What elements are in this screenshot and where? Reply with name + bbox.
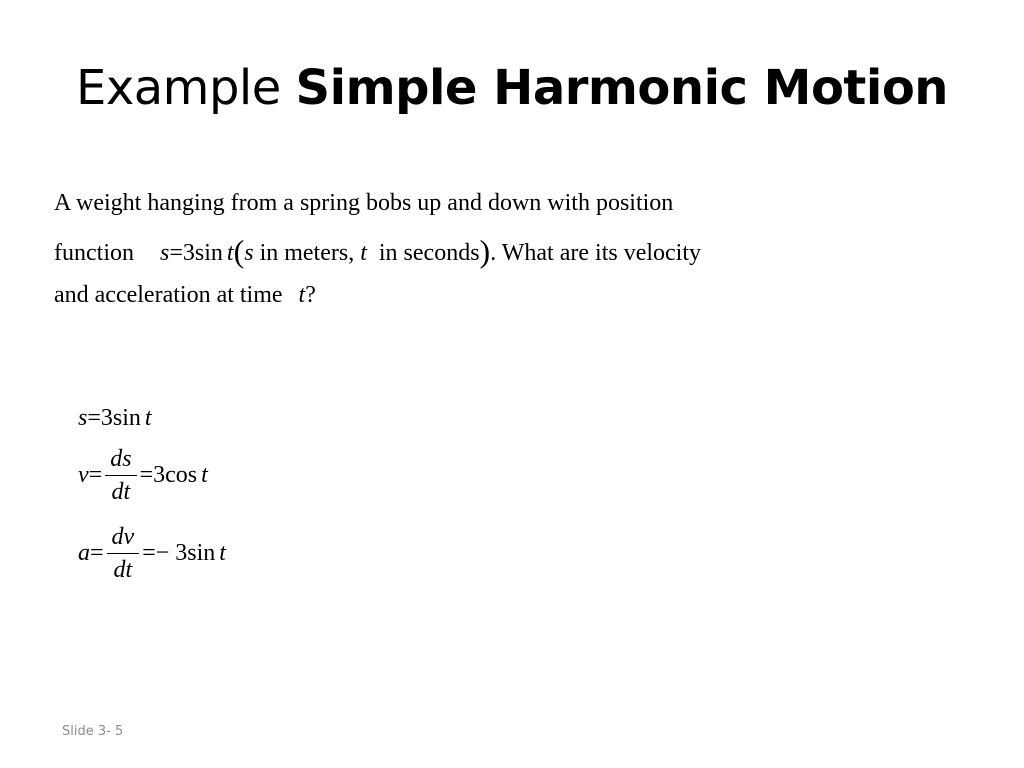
velocity-equation: [78, 436, 226, 514]
unit-t: t: [360, 240, 367, 266]
problem-line-1: A weight hanging from a spring bobs up and down with position: [54, 190, 674, 216]
title-prefix: Example: [76, 60, 281, 116]
velocity-numerator: ds: [105, 445, 136, 476]
velocity-denominator: dt: [111, 478, 131, 505]
question-text: . What are its velocity: [490, 240, 702, 266]
acceleration-equation: [78, 514, 226, 592]
problem-line-2: [54, 232, 854, 278]
function-word: function: [54, 240, 134, 266]
position-equals: =: [87, 404, 101, 431]
acceleration-lhs: a: [78, 539, 90, 566]
close-paren: ): [479, 233, 491, 269]
velocity-lhs: v: [78, 461, 89, 488]
unit-s: s: [244, 240, 254, 266]
position-equation: [78, 400, 226, 436]
acceleration-question-text: and acceleration at time: [54, 282, 283, 308]
in-seconds-text: in seconds: [372, 240, 480, 266]
var-s: s: [159, 240, 170, 266]
slide-number: Slide 3- 5: [62, 724, 124, 739]
position-lhs: s: [78, 404, 88, 431]
acceleration-equals-2: =: [142, 539, 156, 566]
acceleration-numerator: dv: [107, 523, 140, 554]
title-main: Simple Harmonic Motion: [295, 60, 948, 116]
velocity-equals-2: =: [139, 461, 154, 488]
velocity-equals: =: [88, 461, 103, 488]
acceleration-denominator: dt: [113, 556, 133, 583]
function-rhs: 3sin: [182, 240, 223, 266]
problem-statement: [54, 186, 854, 324]
position-var: t: [144, 404, 152, 431]
equals-sign: =: [169, 240, 183, 266]
in-meters-text: in meters,: [253, 240, 361, 266]
slide-title: [0, 62, 1024, 115]
velocity-derivative-fraction: [105, 445, 136, 506]
question-mark: ?: [305, 282, 316, 308]
velocity-rhs: 3cos: [153, 461, 198, 488]
acceleration-equals: =: [90, 539, 104, 566]
open-paren: (: [233, 233, 245, 269]
acceleration-var: t: [219, 539, 226, 566]
solution-equations: [78, 400, 226, 592]
velocity-var: t: [201, 461, 208, 488]
acceleration-derivative-fraction: [107, 523, 140, 584]
var-t: t: [226, 240, 234, 266]
problem-line-3: [54, 278, 854, 324]
position-rhs: 3sin: [100, 404, 141, 431]
var-t-question: t: [298, 282, 306, 308]
acceleration-rhs: − 3sin: [155, 539, 216, 566]
